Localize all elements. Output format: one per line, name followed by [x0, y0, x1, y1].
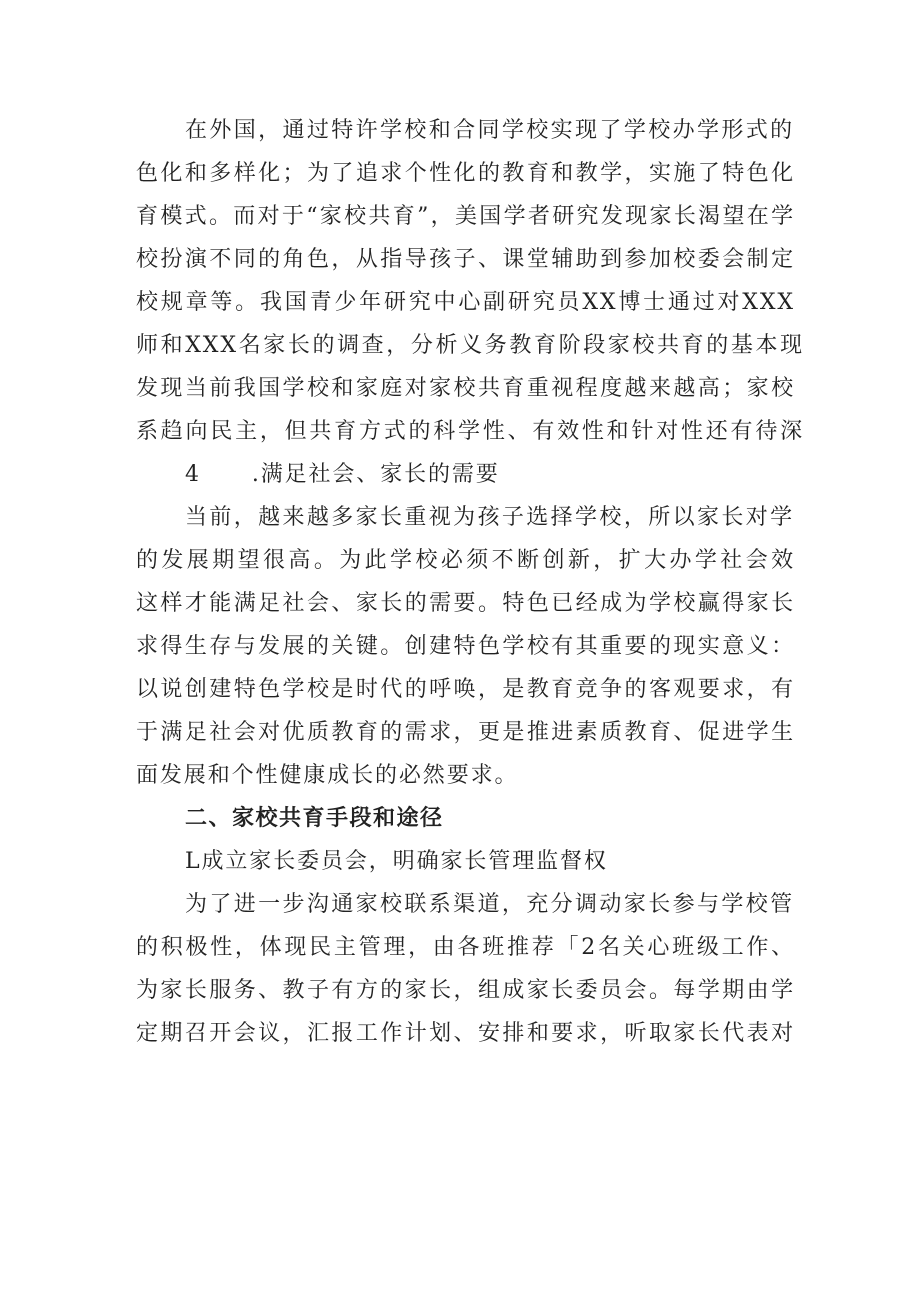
section-heading: 二、家校共育手段和途径	[185, 806, 444, 831]
paragraph-2-line: 当前，越来越多家长重视为孩子选择学校，所以家长对学	[185, 505, 794, 530]
paragraph-1-line: 在外国，通过特许学校和合同学校实现了学校办学形式的	[185, 118, 794, 143]
paragraph-1-line: 师和XXX名家长的调查，分析义务教育阶段家校共育的基本现	[136, 333, 804, 358]
paragraph-1-line: 发现当前我国学校和家庭对家校共育重视程度越来越高；家校	[136, 376, 795, 401]
paragraph-2-line: 求得生存与发展的关键。创建特色学校有其重要的现实意义：	[136, 634, 795, 659]
paragraph-1-line: 校规章等。我国青少年研究中心副研究员XX博士通过对XXX	[136, 290, 795, 315]
paragraph-1-line: 色化和多样化；为了追求个性化的教育和教学，实施了特色化	[136, 161, 795, 186]
subheading-4-number: 4	[185, 462, 201, 487]
subheading-4-text: .满足社会、家长的需要	[251, 462, 500, 487]
paragraph-3-line: 定期召开会议，汇报工作计划、安排和要求，听取家长代表对	[136, 1021, 795, 1046]
paragraph-2-line: 的发展期望很高。为此学校必须不断创新，扩大办学社会效	[136, 548, 795, 573]
subheading-4	[185, 455, 585, 495]
paragraph-3-line: 的积极性，体现民主管理，由各班推荐「2名关心班级工作、	[136, 935, 795, 960]
paragraph-1-line: 系趋向民主，但共育方式的科学性、有效性和针对性还有待深	[136, 419, 804, 444]
paragraph-2-line: 以说创建特色学校是时代的呼唤，是教育竞争的客观要求，有	[136, 677, 795, 702]
paragraph-2-line: 这样才能满足社会、家长的需要。特色已经成为学校赢得家长	[136, 591, 795, 616]
paragraph-1-line: 育模式。而对于“家校共育”，美国学者研究发现家长渴望在学	[136, 204, 795, 229]
paragraph-3-line: 为了进一步沟通家校联系渠道，充分调动家长参与学校管	[185, 892, 794, 917]
subheading-1: L成立家长委员会，明确家长管理监督权	[185, 849, 608, 874]
paragraph-2-line: 面发展和个性健康成长的必然要求。	[136, 763, 519, 788]
paragraph-2-line: 于满足社会对优质教育的需求，更是推进素质教育、促进学生	[136, 720, 795, 745]
paragraph-3-line: 为家长服务、教子有方的家长，组成家长委员会。每学期由学	[136, 978, 795, 1003]
paragraph-1-line: 校扮演不同的角色，从指导孩子、课堂辅助到参加校委会制定	[136, 247, 795, 272]
